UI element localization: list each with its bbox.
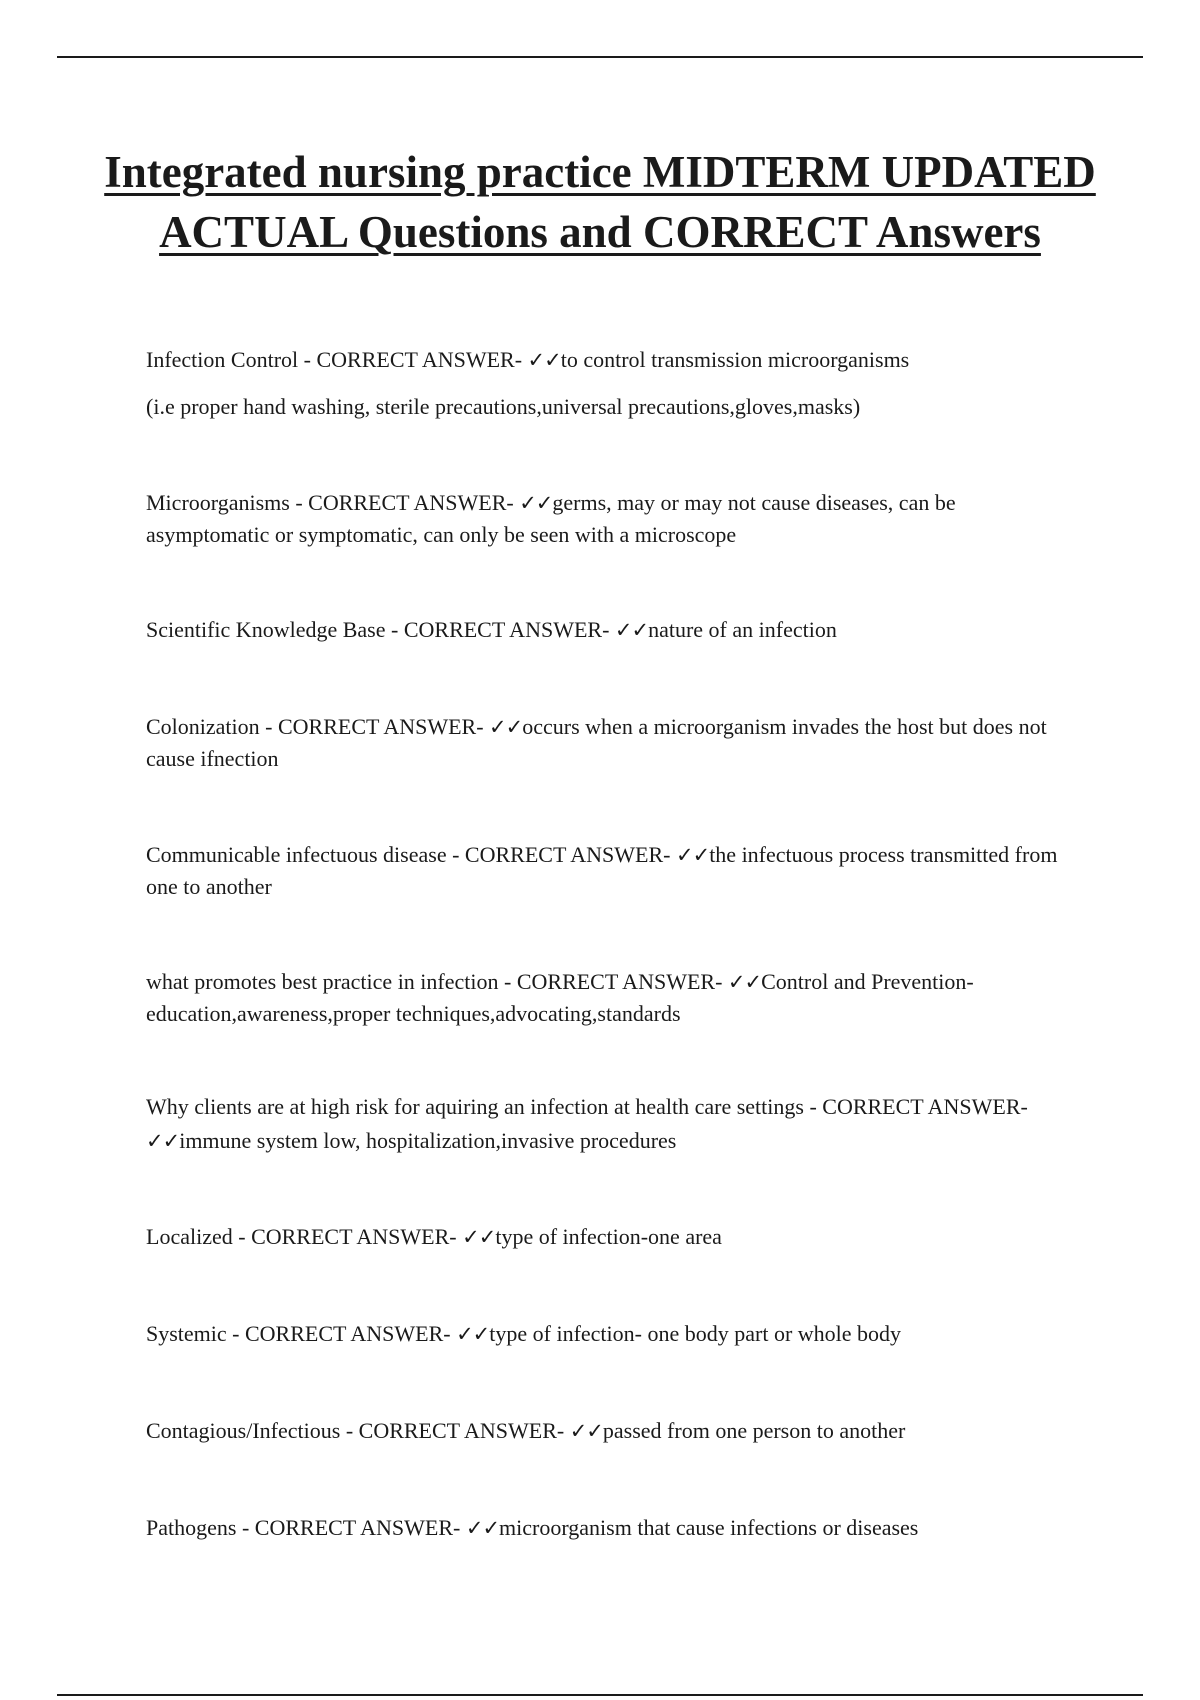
entry-term: Pathogens (146, 1515, 237, 1540)
answer-marker: CORRECT ANSWER- (358, 1418, 565, 1443)
entry-answer: passed from one person to another (602, 1418, 906, 1443)
entry-answer: microorganism that cause infections or diseases (499, 1515, 919, 1540)
answer-marker: CORRECT ANSWER- (308, 490, 514, 515)
entry-contagious: Contagious/Infectious - CORRECT ANSWER- ✓✓passed from one person to another (146, 1418, 906, 1443)
entry-answer: the infectuous process transmitted from one to another (146, 842, 1058, 899)
entry-term: Infection Control (146, 347, 299, 372)
entry-answer: germs, may or may not cause diseases, can be asymptomatic or symptomatic, can only be seen with a microscope (146, 490, 956, 547)
entry-pathogens: Pathogens - CORRECT ANSWER- ✓✓microorganism that cause infections or diseases (146, 1515, 919, 1540)
entry-microorganisms: Microorganisms - CORRECT ANSWER- ✓✓germs, may or may not cause diseases, can be asymptomatic or symptomatic, can only be seen with a microscope (146, 490, 956, 547)
entry-term: Contagious/Infectious (146, 1418, 341, 1443)
entry-answer: Control and Prevention- education,awareness,proper techniques,advocating,standards (146, 969, 974, 1026)
entry-systemic: Systemic - CORRECT ANSWER- ✓✓type of infection- one body part or whole body (146, 1321, 902, 1346)
entry-best-practice: what promotes best practice in infection - CORRECT ANSWER- ✓✓Control and Prevention- education,awareness,proper techniques,advocating,standards (146, 969, 974, 1026)
double-check-icon: ✓✓ (462, 1225, 496, 1249)
answer-marker: CORRECT ANSWER- (245, 1321, 451, 1346)
entry-term: Colonization (146, 714, 260, 739)
double-check-icon: ✓✓ (614, 618, 649, 642)
double-check-icon: ✓✓ (527, 348, 561, 372)
double-check-icon: ✓✓ (727, 970, 762, 994)
double-check-icon: ✓✓ (146, 1129, 180, 1153)
entry-term: Scientific Knowledge Base (146, 617, 386, 642)
entry-localized: Localized - CORRECT ANSWER- ✓✓type of infection-one area (146, 1224, 722, 1249)
entry-answer: to control transmission microorganisms (560, 347, 910, 372)
double-check-icon: ✓✓ (465, 1516, 500, 1540)
top-rule (57, 56, 1143, 58)
entry-term: Microorganisms (146, 490, 290, 515)
entry-term: what promotes best practice in infection (146, 969, 499, 994)
entry-term: Communicable infectuous disease (146, 842, 447, 867)
double-check-icon: ✓✓ (489, 715, 523, 739)
answer-marker: CORRECT ANSWER- (516, 969, 723, 994)
answer-marker: CORRECT ANSWER- (316, 347, 523, 372)
entry-answer: type of infection- one body part or whole body (489, 1321, 902, 1346)
answer-marker: CORRECT ANSWER- (822, 1094, 1028, 1119)
entry-term: Why clients are at high risk for aquiring an infection at health care settings (146, 1094, 804, 1119)
entry-infection-control: Infection Control - CORRECT ANSWER- ✓✓to control transmission microorganisms (146, 347, 910, 372)
entry-high-risk-clients: Why clients are at high risk for aquiring an infection at health care settings - CORRECT ANSWER- ✓✓immune system low, hospitalization,invasive procedures (146, 1094, 1028, 1153)
entry-scientific-knowledge-base: Scientific Knowledge Base - CORRECT ANSWER- ✓✓nature of an infection (146, 617, 837, 642)
entry-term: Systemic (146, 1321, 227, 1346)
double-check-icon: ✓✓ (675, 843, 710, 867)
double-check-icon: ✓✓ (519, 491, 553, 515)
entry-answer: occurs when a microorganism invades the host but does not cause ifnection (146, 714, 1047, 771)
answer-marker: CORRECT ANSWER- (251, 1224, 457, 1249)
answer-marker: CORRECT ANSWER- (277, 714, 484, 739)
answer-marker: CORRECT ANSWER- (254, 1515, 461, 1540)
bottom-rule (57, 1694, 1143, 1696)
entry-communicable-disease: Communicable infectuous disease - CORRECT ANSWER- ✓✓the infectuous process transmitted from one to another (146, 842, 1058, 899)
entry-answer: immune system low, hospitalization,invasive procedures (179, 1128, 677, 1153)
entry-answer: nature of an infection (648, 617, 837, 642)
double-check-icon: ✓✓ (456, 1322, 490, 1346)
entry-colonization: Colonization - CORRECT ANSWER- ✓✓occurs when a microorganism invades the host but does not cause ifnection (146, 714, 1047, 771)
entry-infection-control-note: (i.e proper hand washing, sterile precautions,universal precautions,gloves,masks) (146, 394, 861, 419)
entry-answer: type of infection-one area (495, 1224, 722, 1249)
answer-marker: CORRECT ANSWER- (403, 617, 610, 642)
answer-marker: CORRECT ANSWER- (464, 842, 671, 867)
entry-term: Localized (146, 1224, 233, 1249)
document-title: Integrated nursing practice MIDTERM UPDATED ACTUAL Questions and CORRECT Answers (104, 147, 1096, 257)
double-check-icon: ✓✓ (569, 1419, 603, 1443)
